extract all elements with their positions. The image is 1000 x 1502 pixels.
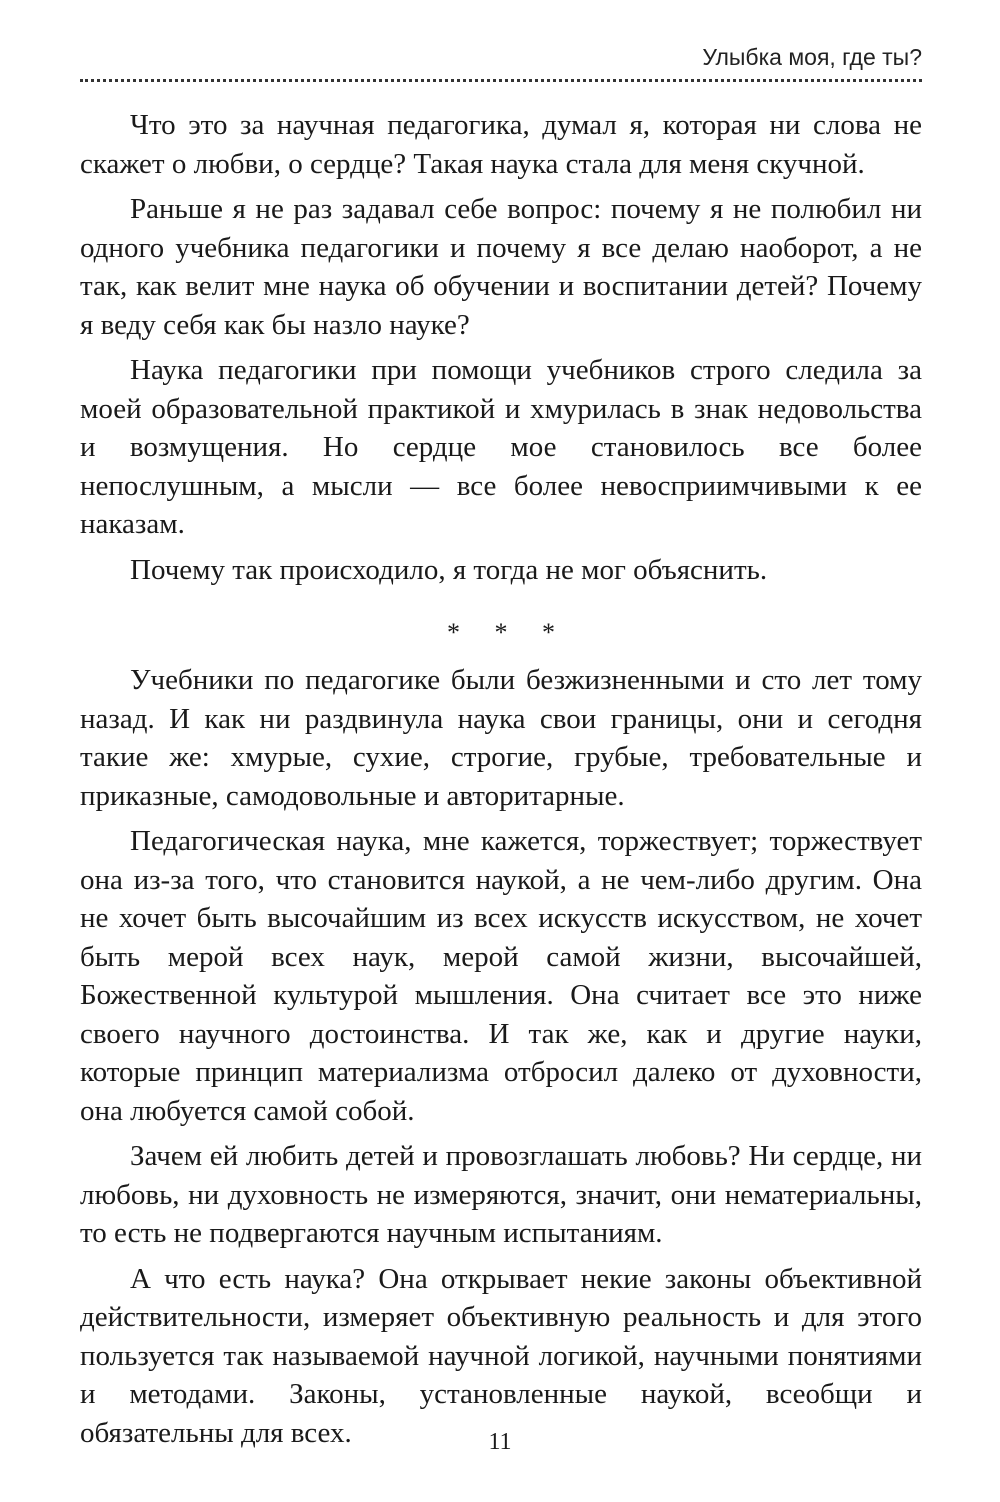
running-header-title: Улыбка моя, где ты? — [702, 44, 922, 70]
paragraph: А что есть наука? Она открывает некие законы объективной действительности, измеряет объективную реальность и для этого пользуется так называемой научной логикой, научными понятиями и методами. Законы, установленные наукой, всеобщи и обязательны для всех. — [80, 1262, 922, 1449]
paragraph: Педагогическая наука, мне кажется, торжествует; торжествует она из-за того, что становится наукой, а не чем-либо другим. Она не хочет быть высочайшим из всех искусств искусством, не хочет быть мерой всех наук, мерой самой жизни, высочайшей, Божественной культурой мышления. Она считает все это ниже своего научного достоинства. И так же, как и другие науки, которые принцип материализма отбросил далеко от духовности, она любуется самой собой. — [80, 825, 922, 1127]
section-break-asterisks: * * * — [447, 618, 569, 647]
page-number: 11 — [488, 1429, 512, 1455]
paragraph: Что это за научная педагогика, думал я, которая ни слова не скажет о любви, о сердце? Такая наука стала для меня скучной. — [80, 109, 922, 180]
header-dotted-rule — [80, 79, 922, 82]
paragraph: Почему так происходило, я тогда не мог объяснить. — [130, 553, 768, 586]
paragraph: Зачем ей любить детей и провозглашать любовь? Ни сердце, ни любовь, ни духовность не измеряются, значит, они нематериальны, то есть не подвергаются научным испытаниям. — [80, 1140, 922, 1249]
page-body — [80, 106, 922, 1452]
paragraph: Учебники по педагогике были безжизненными и сто лет тому назад. И как ни раздвинула наука свои границы, они и сегодня такие же: хмурые, сухие, строгие, грубые, требовательные и приказные, самодовольные и авторитарные. — [80, 664, 922, 812]
paragraph: Наука педагогики при помощи учебников строго следила за моей образовательной практикой и хмурилась в знак недовольства и возмущения. Но сердце мое становилось все более непослушным, а мысли — все более невосприимчивыми к ее наказам. — [80, 354, 922, 540]
paragraph: Раньше я не раз задавал себе вопрос: почему я не полюбил ни одного учебника педагогики и почему я все делаю наоборот, а не так, как велит мне наука об обучении и воспитании детей? Почему я веду себя как бы назло науке? — [80, 193, 922, 341]
